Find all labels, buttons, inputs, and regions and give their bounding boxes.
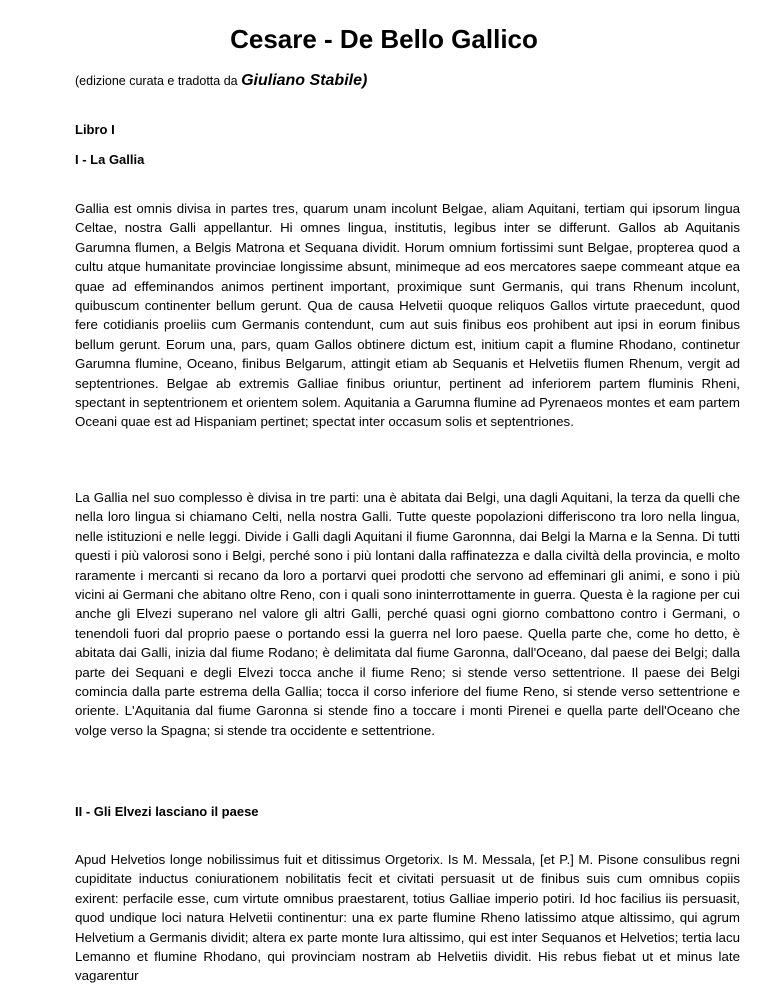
editor-name: Giuliano Stabile) xyxy=(241,72,368,89)
subtitle-prefix: (edizione curata e tradotta da xyxy=(75,74,242,88)
latin-paragraph: Gallia est omnis divisa in partes tres, quarum unam incolunt Belgae, aliam Aquitani, tertiam qui ipsorum lingua Celtae, nostra Galli appellantur. Hi omnes lingua, institutis, legibus inter se differunt. Gallos ab Aquitanis Garumna flumen, a Belgis Matrona et Sequana dividit. Horum omnium fortissimi sunt Belgae, propterea quod a cultu atque humanitate provinciae longissime absunt, minimeque ad eos mercatores saepe commeant atque ea quae ad effeminandos animos pertinent important, proximique sunt Germanis, qui trans Rhenum incolunt, quibuscum continenter bellum gerunt. Qua de causa Helvetii quoque reliquos Gallos virtute praecedunt, quod fere cotidianis proeliis cum Germanis contendunt, cum aut suis finibus eos prohibent aut ipsi in eorum finibus bellum gerunt. Eorum una, pars, quam Gallos obtinere dictum est, initium capit a flumine Rhodano, continetur Garumna flumine, Oceano, finibus Belgarum, attingit etiam ab Sequanis et Helvetiis flumen Rhenum, vergit ad septentriones. Belgae ab extremis Galliae finibus oriuntur, pertinent ad inferiorem partem fluminis Rheni, spectant in septentrionem et orientem solem. Aquitania a Garumna flumine ad Pyrenaeos montes et eam partem Oceani quae est ad Hispaniam pertinet; spectat inter occasum solis et septentriones. xyxy=(75,201,740,430)
latin-paragraph: Apud Helvetios longe nobilissimus fuit et ditissimus Orgetorix. Is M. Messala, [et P.] M. Pisone consulibus regni cupiditate inductus coniurationem nobilitatis fecit et civitati persuasit ut de finibus suis cum omnibus copiis exirent: perfacile esse, cum virtute omnibus praestarent, totius Galliae imperio potiri. Id hoc facilius iis persuasit, quod undique loci natura Helvetii continentur: una ex parte flumine Rheno latissimo atque altissimo, qui agrum Helvetium a Germanis dividit; altera ex parte monte Iura altissimo, qui est inter Sequanos et Helvetios; tertia lacu Lemanno et flumine Rhodano, qui provinciam nostram ab Helvetiis dividit. His rebus fiebat ut et minus late vagarentur xyxy=(75,852,740,984)
document-subtitle xyxy=(75,70,367,92)
document-title: Cesare - De Bello Gallico xyxy=(230,24,538,54)
section-heading: I - La Gallia xyxy=(75,152,145,167)
italian-paragraph: La Gallia nel suo complesso è divisa in tre parti: una è abitata dai Belgi, una dagli Aquitani, la terza da quelli che nella loro lingua si chiamano Celti, nella nostra Galli. Tutte queste popolazioni differiscono tra loro nella lingua, nelle istituzioni e nelle leggi. Divide i Galli dagli Aquitani il fiume Garonnna, dai Belgi la Marna e la Senna. Di tutti questi i più valorosi sono i Belgi, perché sono i più lontani dalla raffinatezza e dalla civiltà della provincia, e molto raramente i mercanti si recano da loro a portarvi quei prodotti che servono ad effeminari gli animi, e sono i più vicini ai Germani che abitano oltre Reno, con i quali sono ininterrottamente in guerra. Questa è la ragione per cui anche gli Elvezi superano nel valore gli altri Galli, perché quasi ogni giorno combattono contro i Germani, o tenendoli fuori dal proprio paese o portando essi la guerra nel loro paese. Quella parte che, come ho detto, è abitata dai Galli, inizia dal fiume Rodano; è delimitata dal fiume Garonna, dall'Oceano, dal paese dei Belgi; dalla parte dei Sequani e degli Elvezi tocca anche il fiume Reno; si stende verso settentrione. Il paese dei Belgi comincia dalla parte estrema della Gallia; tocca il corso inferiore del fiume Reno, si stende verso settentrione e oriente. L'Aquitania dal fiume Garonna si stende fino a toccare i monti Pirenei e quella parte dell'Oceano che volge verso la Spagna; si stende tra occidente e settentrione. xyxy=(75,490,740,738)
book-heading: Libro I xyxy=(75,122,115,137)
section-heading: II - Gli Elvezi lasciano il paese xyxy=(75,804,259,819)
